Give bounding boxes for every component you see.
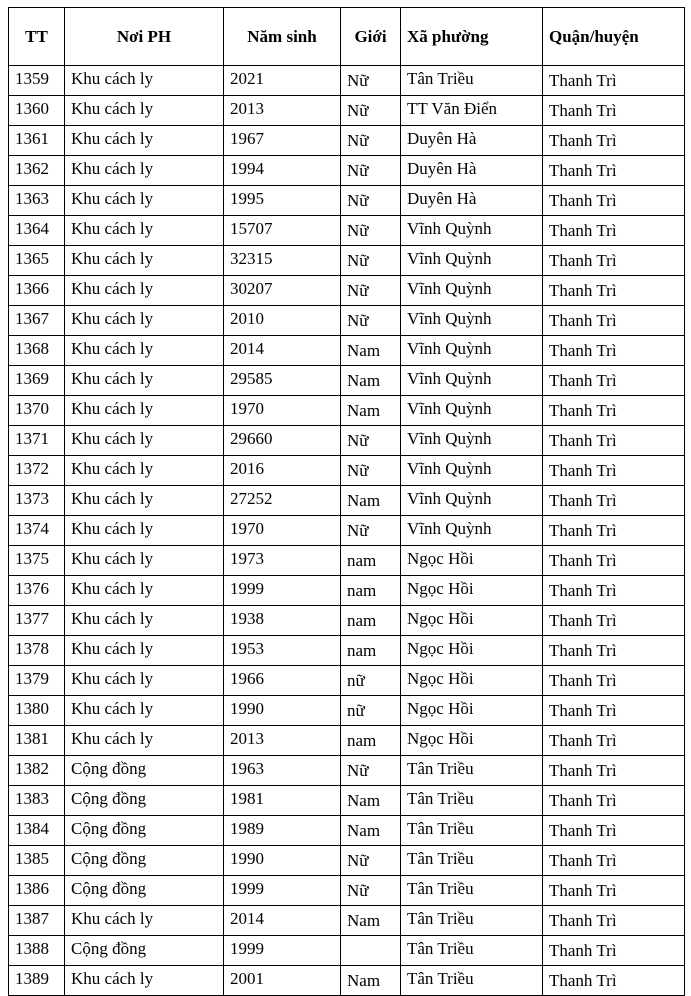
cell-xa-phuong: Tân Triều: [401, 756, 543, 786]
table-row: [9, 816, 685, 846]
cell-noi-ph: Khu cách ly: [65, 216, 224, 246]
cell-nam-sinh: 1963: [224, 756, 341, 786]
table-row: [9, 606, 685, 636]
cell-tt: 1384: [9, 816, 65, 846]
cell-noi-ph: Khu cách ly: [65, 186, 224, 216]
cell-xa-phuong: Ngọc Hồi: [401, 666, 543, 696]
cell-nam-sinh: 27252: [224, 486, 341, 516]
cell-tt: 1369: [9, 366, 65, 396]
cell-quan-huyen: Thanh Trì: [543, 366, 685, 396]
cell-tt: 1388: [9, 936, 65, 966]
cell-nam-sinh: 30207: [224, 276, 341, 306]
cell-nam-sinh: 1973: [224, 546, 341, 576]
cell-xa-phuong: Tân Triều: [401, 846, 543, 876]
cell-noi-ph: Khu cách ly: [65, 666, 224, 696]
cell-xa-phuong: TT Văn Điển: [401, 96, 543, 126]
cell-xa-phuong: Tân Triều: [401, 966, 543, 996]
cell-noi-ph: Khu cách ly: [65, 246, 224, 276]
cell-tt: 1366: [9, 276, 65, 306]
cell-quan-huyen: Thanh Trì: [543, 606, 685, 636]
cell-tt: 1371: [9, 426, 65, 456]
cell-nam-sinh: 1967: [224, 126, 341, 156]
cell-gioi: Nam: [341, 906, 401, 936]
cell-xa-phuong: Vĩnh Quỳnh: [401, 276, 543, 306]
cell-gioi: Nữ: [341, 126, 401, 156]
cell-xa-phuong: Duyên Hà: [401, 156, 543, 186]
cell-noi-ph: Khu cách ly: [65, 516, 224, 546]
cell-tt: 1373: [9, 486, 65, 516]
table-row: [9, 696, 685, 726]
cell-noi-ph: Cộng đồng: [65, 786, 224, 816]
table-row: [9, 516, 685, 546]
cell-quan-huyen: Thanh Trì: [543, 486, 685, 516]
cell-tt: 1377: [9, 606, 65, 636]
cell-noi-ph: Khu cách ly: [65, 66, 224, 96]
cell-quan-huyen: Thanh Trì: [543, 516, 685, 546]
table-row: [9, 756, 685, 786]
cell-xa-phuong: Vĩnh Quỳnh: [401, 216, 543, 246]
cell-tt: 1359: [9, 66, 65, 96]
cell-xa-phuong: Vĩnh Quỳnh: [401, 366, 543, 396]
cell-xa-phuong: Vĩnh Quỳnh: [401, 486, 543, 516]
cell-xa-phuong: Vĩnh Quỳnh: [401, 306, 543, 336]
cell-nam-sinh: 1999: [224, 876, 341, 906]
cell-quan-huyen: Thanh Trì: [543, 696, 685, 726]
cell-quan-huyen: Thanh Trì: [543, 66, 685, 96]
cell-nam-sinh: 1989: [224, 816, 341, 846]
cell-gioi: Nữ: [341, 456, 401, 486]
table-row: [9, 936, 685, 966]
cell-gioi: Nữ: [341, 216, 401, 246]
cell-quan-huyen: Thanh Trì: [543, 216, 685, 246]
cell-nam-sinh: 1999: [224, 576, 341, 606]
table-row: [9, 66, 685, 96]
cell-xa-phuong: Duyên Hà: [401, 186, 543, 216]
cell-noi-ph: Khu cách ly: [65, 966, 224, 996]
table-row: [9, 786, 685, 816]
cell-quan-huyen: Thanh Trì: [543, 786, 685, 816]
cell-tt: 1363: [9, 186, 65, 216]
cell-tt: 1381: [9, 726, 65, 756]
cell-noi-ph: Khu cách ly: [65, 426, 224, 456]
cell-nam-sinh: 29660: [224, 426, 341, 456]
cell-nam-sinh: 32315: [224, 246, 341, 276]
cell-noi-ph: Khu cách ly: [65, 336, 224, 366]
cell-quan-huyen: Thanh Trì: [543, 966, 685, 996]
cell-nam-sinh: 1995: [224, 186, 341, 216]
table-row: [9, 426, 685, 456]
cell-quan-huyen: Thanh Trì: [543, 336, 685, 366]
cell-nam-sinh: 2010: [224, 306, 341, 336]
cell-tt: 1387: [9, 906, 65, 936]
table-row: [9, 456, 685, 486]
cell-tt: 1383: [9, 786, 65, 816]
cell-gioi: Nữ: [341, 756, 401, 786]
cell-xa-phuong: Tân Triều: [401, 906, 543, 936]
cell-gioi: Nữ: [341, 846, 401, 876]
table-row: [9, 876, 685, 906]
cell-xa-phuong: Duyên Hà: [401, 126, 543, 156]
col-header-noi-ph: Nơi PH: [65, 8, 224, 66]
table-row: [9, 216, 685, 246]
cell-noi-ph: Cộng đồng: [65, 816, 224, 846]
table-row: [9, 906, 685, 936]
cell-gioi: Nữ: [341, 306, 401, 336]
cell-nam-sinh: 2014: [224, 336, 341, 366]
cell-noi-ph: Khu cách ly: [65, 486, 224, 516]
cell-gioi: Nữ: [341, 156, 401, 186]
cell-tt: 1379: [9, 666, 65, 696]
cell-gioi: nam: [341, 546, 401, 576]
cell-nam-sinh: 2001: [224, 966, 341, 996]
cell-tt: 1375: [9, 546, 65, 576]
cell-noi-ph: Khu cách ly: [65, 636, 224, 666]
cell-nam-sinh: 1938: [224, 606, 341, 636]
cell-xa-phuong: Ngọc Hồi: [401, 726, 543, 756]
cell-gioi: nam: [341, 636, 401, 666]
cell-nam-sinh: 1994: [224, 156, 341, 186]
table-row: [9, 966, 685, 996]
cell-noi-ph: Khu cách ly: [65, 306, 224, 336]
cell-quan-huyen: Thanh Trì: [543, 276, 685, 306]
cell-nam-sinh: 29585: [224, 366, 341, 396]
cell-noi-ph: Khu cách ly: [65, 96, 224, 126]
table-row: [9, 726, 685, 756]
cell-noi-ph: Cộng đồng: [65, 936, 224, 966]
cell-nam-sinh: 2016: [224, 456, 341, 486]
cell-noi-ph: Khu cách ly: [65, 396, 224, 426]
cell-nam-sinh: 1990: [224, 846, 341, 876]
cell-tt: 1364: [9, 216, 65, 246]
cell-quan-huyen: Thanh Trì: [543, 96, 685, 126]
cell-gioi: nam: [341, 726, 401, 756]
cell-nam-sinh: 2014: [224, 906, 341, 936]
cell-noi-ph: Khu cách ly: [65, 156, 224, 186]
cell-gioi: nữ: [341, 696, 401, 726]
cell-nam-sinh: 15707: [224, 216, 341, 246]
cell-gioi: nam: [341, 576, 401, 606]
cell-quan-huyen: Thanh Trì: [543, 156, 685, 186]
cell-xa-phuong: Vĩnh Quỳnh: [401, 246, 543, 276]
table-row: [9, 246, 685, 276]
cell-nam-sinh: 1953: [224, 636, 341, 666]
cell-xa-phuong: Ngọc Hồi: [401, 696, 543, 726]
cell-tt: 1360: [9, 96, 65, 126]
cell-tt: 1374: [9, 516, 65, 546]
cell-quan-huyen: Thanh Trì: [543, 756, 685, 786]
table-row: [9, 156, 685, 186]
cell-nam-sinh: 1966: [224, 666, 341, 696]
cell-tt: 1368: [9, 336, 65, 366]
cell-quan-huyen: Thanh Trì: [543, 456, 685, 486]
table-row: [9, 486, 685, 516]
cell-xa-phuong: Vĩnh Quỳnh: [401, 426, 543, 456]
cell-xa-phuong: Tân Triều: [401, 816, 543, 846]
cell-gioi: Nam: [341, 486, 401, 516]
cell-gioi: Nữ: [341, 66, 401, 96]
cell-tt: 1370: [9, 396, 65, 426]
cell-gioi: Nam: [341, 966, 401, 996]
cell-quan-huyen: Thanh Trì: [543, 876, 685, 906]
cell-gioi: [341, 936, 401, 966]
cell-tt: 1386: [9, 876, 65, 906]
cell-gioi: Nam: [341, 786, 401, 816]
cell-quan-huyen: Thanh Trì: [543, 246, 685, 276]
cell-tt: 1378: [9, 636, 65, 666]
table-row: [9, 336, 685, 366]
cell-xa-phuong: Vĩnh Quỳnh: [401, 396, 543, 426]
col-header-xa-phuong: Xã phường: [401, 8, 543, 66]
table-row: [9, 276, 685, 306]
cell-gioi: nữ: [341, 666, 401, 696]
cell-tt: 1361: [9, 126, 65, 156]
cell-quan-huyen: Thanh Trì: [543, 816, 685, 846]
cell-noi-ph: Khu cách ly: [65, 546, 224, 576]
cell-gioi: Nam: [341, 816, 401, 846]
cell-quan-huyen: Thanh Trì: [543, 546, 685, 576]
cell-gioi: nam: [341, 606, 401, 636]
cell-quan-huyen: Thanh Trì: [543, 846, 685, 876]
col-header-tt: TT: [9, 8, 65, 66]
cell-tt: 1389: [9, 966, 65, 996]
cell-noi-ph: Khu cách ly: [65, 606, 224, 636]
table-row: [9, 546, 685, 576]
cell-quan-huyen: Thanh Trì: [543, 726, 685, 756]
cell-gioi: Nữ: [341, 246, 401, 276]
col-header-nam-sinh: Năm sinh: [224, 8, 341, 66]
table-row: [9, 396, 685, 426]
cell-quan-huyen: Thanh Trì: [543, 396, 685, 426]
cell-gioi: Nữ: [341, 186, 401, 216]
cell-quan-huyen: Thanh Trì: [543, 426, 685, 456]
cell-noi-ph: Cộng đồng: [65, 756, 224, 786]
cell-nam-sinh: 2021: [224, 66, 341, 96]
table-row: [9, 126, 685, 156]
table-row: [9, 366, 685, 396]
cell-xa-phuong: Tân Triều: [401, 936, 543, 966]
table-row: [9, 576, 685, 606]
cell-noi-ph: Khu cách ly: [65, 126, 224, 156]
cell-quan-huyen: Thanh Trì: [543, 126, 685, 156]
cell-noi-ph: Cộng đồng: [65, 876, 224, 906]
cell-tt: 1380: [9, 696, 65, 726]
cell-nam-sinh: 1999: [224, 936, 341, 966]
cell-tt: 1372: [9, 456, 65, 486]
cell-quan-huyen: Thanh Trì: [543, 576, 685, 606]
cell-gioi: Nam: [341, 396, 401, 426]
cell-xa-phuong: Ngọc Hồi: [401, 636, 543, 666]
cell-quan-huyen: Thanh Trì: [543, 906, 685, 936]
cell-noi-ph: Cộng đồng: [65, 846, 224, 876]
cell-nam-sinh: 1981: [224, 786, 341, 816]
cell-nam-sinh: 1990: [224, 696, 341, 726]
table-row: [9, 306, 685, 336]
table-row: [9, 186, 685, 216]
cell-xa-phuong: Tân Triều: [401, 876, 543, 906]
cell-gioi: Nữ: [341, 96, 401, 126]
cell-nam-sinh: 2013: [224, 726, 341, 756]
table-row: [9, 96, 685, 126]
cell-tt: 1365: [9, 246, 65, 276]
cell-quan-huyen: Thanh Trì: [543, 936, 685, 966]
cell-noi-ph: Khu cách ly: [65, 726, 224, 756]
cell-xa-phuong: Ngọc Hồi: [401, 576, 543, 606]
cell-noi-ph: Khu cách ly: [65, 276, 224, 306]
cell-noi-ph: Khu cách ly: [65, 456, 224, 486]
cell-noi-ph: Khu cách ly: [65, 696, 224, 726]
cell-gioi: Nam: [341, 366, 401, 396]
cell-noi-ph: Khu cách ly: [65, 576, 224, 606]
cell-noi-ph: Khu cách ly: [65, 366, 224, 396]
table-row: [9, 636, 685, 666]
cell-tt: 1385: [9, 846, 65, 876]
cell-nam-sinh: 1970: [224, 396, 341, 426]
cell-tt: 1362: [9, 156, 65, 186]
cell-xa-phuong: Vĩnh Quỳnh: [401, 456, 543, 486]
cell-xa-phuong: Ngọc Hồi: [401, 546, 543, 576]
cell-gioi: Nữ: [341, 276, 401, 306]
cell-quan-huyen: Thanh Trì: [543, 186, 685, 216]
header-row: [9, 8, 685, 66]
col-header-quan-huyen: Quận/huyện: [543, 8, 685, 66]
cell-gioi: Nữ: [341, 426, 401, 456]
cell-quan-huyen: Thanh Trì: [543, 666, 685, 696]
cell-xa-phuong: Tân Triều: [401, 786, 543, 816]
cell-nam-sinh: 2013: [224, 96, 341, 126]
table-row: [9, 666, 685, 696]
cell-tt: 1376: [9, 576, 65, 606]
cell-gioi: Nữ: [341, 516, 401, 546]
cell-quan-huyen: Thanh Trì: [543, 636, 685, 666]
table-row: [9, 846, 685, 876]
cell-xa-phuong: Tân Triều: [401, 66, 543, 96]
cell-gioi: Nam: [341, 336, 401, 366]
cell-xa-phuong: Ngọc Hồi: [401, 606, 543, 636]
col-header-gioi: Giới: [341, 8, 401, 66]
cell-noi-ph: Khu cách ly: [65, 906, 224, 936]
cell-gioi: Nữ: [341, 876, 401, 906]
cell-tt: 1382: [9, 756, 65, 786]
cell-nam-sinh: 1970: [224, 516, 341, 546]
cell-xa-phuong: Vĩnh Quỳnh: [401, 336, 543, 366]
cell-quan-huyen: Thanh Trì: [543, 306, 685, 336]
cell-xa-phuong: Vĩnh Quỳnh: [401, 516, 543, 546]
case-table: [8, 7, 685, 996]
cell-tt: 1367: [9, 306, 65, 336]
